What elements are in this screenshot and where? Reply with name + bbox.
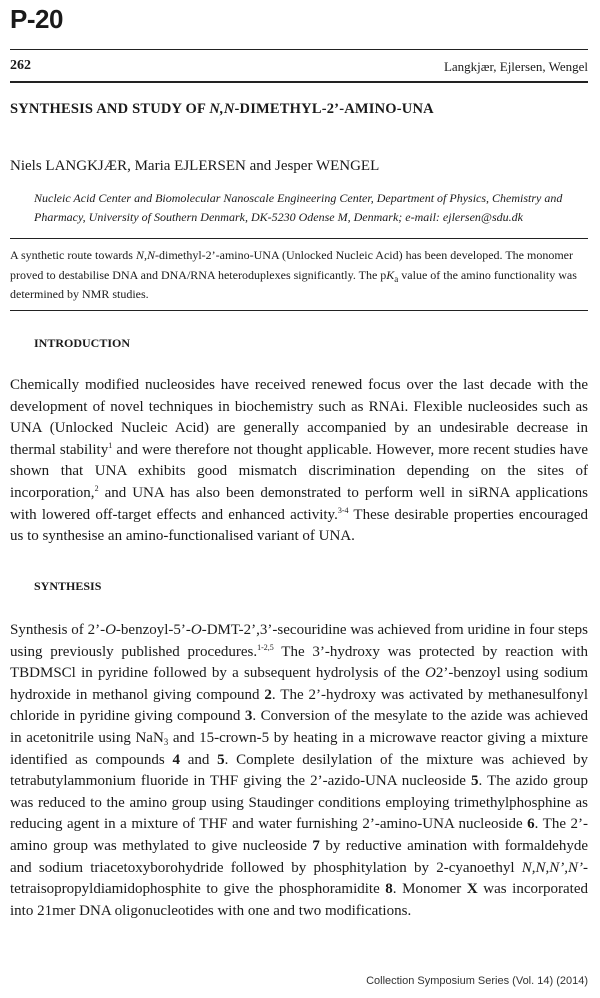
affiliation: Nucleic Acid Center and Biomolecular Nanoscale Engineering Center, Department of Physics, Chemistry and Pharmacy, University of Southern Denmark, DK-5230 Odense M, Denmark; e-mail: ejlersen@sdu.dk — [34, 191, 563, 224]
journal-footer: Collection Symposium Series (Vol. 14) (2014) — [366, 975, 588, 987]
section-heading-synthesis: SYNTHESIS — [34, 579, 102, 593]
header-top-rule — [10, 49, 588, 50]
paper-code-badge: P-20 — [10, 4, 63, 34]
synthesis-paragraph: Synthesis of 2’-O-benzoyl-5’-O-DMT-2’,3’-secouridine was achieved from uridine in four steps using previously published procedures.$^{1-2,5}$ The 3’-hydroxy was protected by reaction with TBDMSCl in pyridine followed by a subsequent hydrolysis of the O2’-benzoyl using sodium hydroxide in methanol giving compound 2. The 2’-hydroxy was activated by methanesulfonyl chloride in pyridine giving compound 3. Conversion of the mesylate to the azide was achieved in acetonitrile using NaN$_3$ and 15-crown-5 by heating in a microwave reactor giving a mixture identified as compounds 4 and 5. Complete desilylation of the mixture was achieved by tetrabutylammonium fluoride in THF giving the 2’-azido-UNA nucleoside 5. The azido group was reduced to the amino group using Staudinger conditions employing trimethylphosphine as reducing agent in a mixture of THF and water furnishing 2’-amino-UNA nucleoside 6. The 2’-amino group was methylated to give nucleoside 7 by reductive amination with formaldehyde and sodium triacetoxyborohydride followed by phosphitylation by 2-cyanoethyl N,N,N’,N’-tetraisopropyldiamidophosphite to give the phosphoramidite 8. Monomer X was incorporated into 21mer DNA oligonucleotides with one and two modifications. — [10, 622, 588, 919]
running-header-authors: Langkjær, Ejlersen, Wengel — [443, 59, 588, 74]
page-number: 262 — [10, 58, 31, 73]
abstract-bottom-rule — [10, 310, 588, 311]
abstract-top-rule — [10, 238, 588, 239]
abstract-text: A synthetic route towards N,N-dimethyl-2’-amino-UNA (Unlocked Nucleic Acid) has been developed. The monomer proved to destabilise DNA and DNA/RNA heteroduplexes significantly. The $pK_a$ value of the amino functionality was determined by NMR studies. — [10, 248, 577, 301]
header-bottom-rule — [10, 81, 588, 83]
author-list: Niels LANGKJÆR, Maria EJLERSEN and Jesper WENGEL — [10, 158, 380, 174]
paper-title: SYNTHESIS AND STUDY OF N,N-DIMETHYL-2’-AMINO-UNA — [10, 101, 434, 117]
introduction-paragraph: Chemically modified nucleosides have received renewed focus over the last decade with the development of novel techniques in biochemistry such as RNAi. Flexible nucleosides such as UNA (Unlocked Nucleic Acid) are generally accompanied by an undesirable decrease in thermal stability$^1$ and were therefore not thought applicable. However, more recent studies have shown that UNA exhibits good mismatch discrimination depending on the sites of incorporation,$^2$ and UNA has also been demonstrated to perform well in siRNA applications with lowered off-target effects and enhanced activity.$^{3-4}$ These desirable properties encouraged us to synthesise an amino-functionalised variant of UNA. — [10, 377, 588, 545]
section-heading-introduction: INTRODUCTION — [34, 336, 131, 350]
